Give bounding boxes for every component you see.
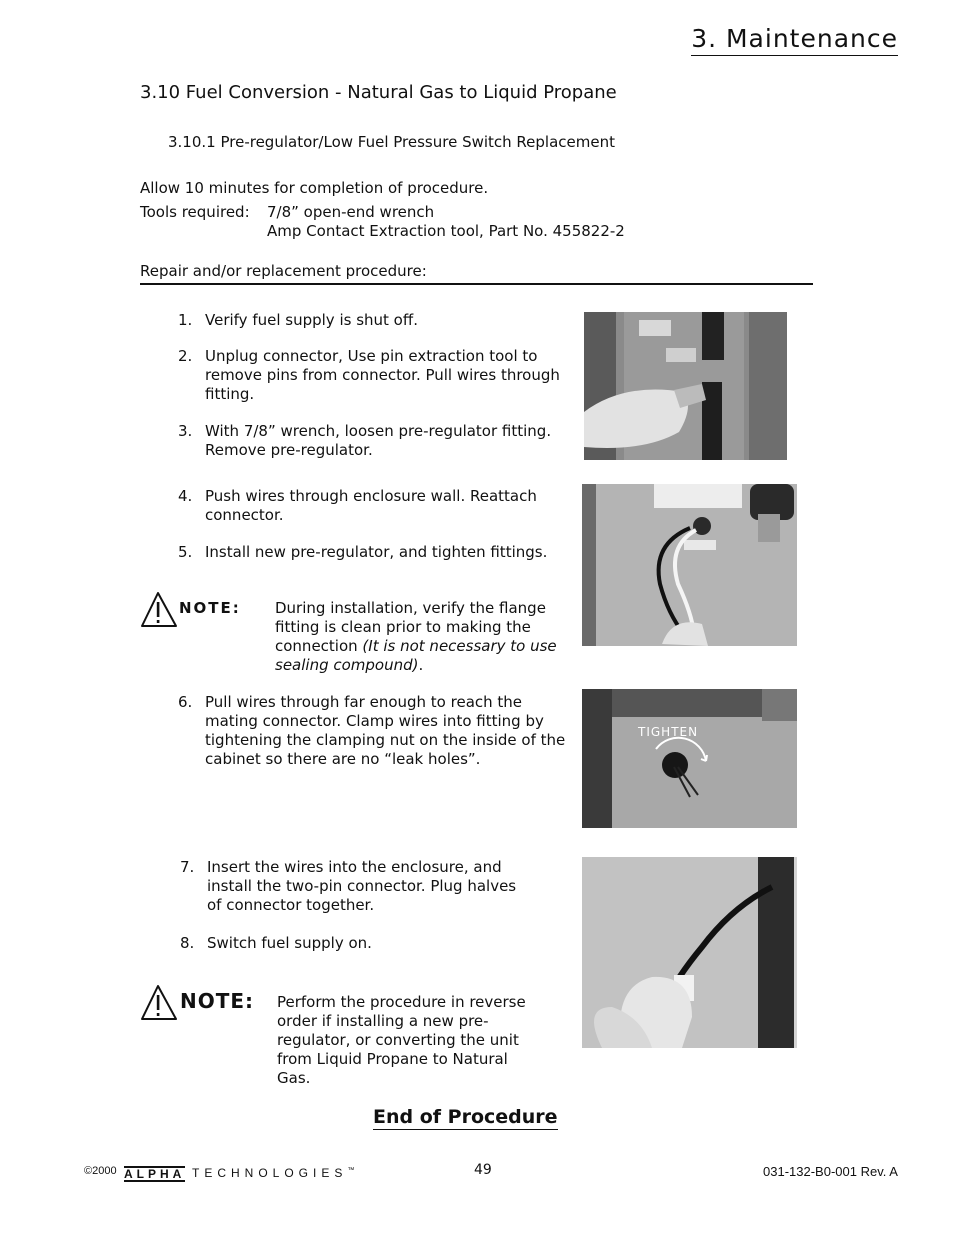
copyright: ©2000 — [84, 1165, 117, 1177]
section-title: 3.10 Fuel Conversion - Natural Gas to Liquid Propane — [140, 82, 617, 103]
warning-icon — [140, 984, 180, 1022]
photo-pre-regulator-removal — [584, 312, 787, 460]
tool-wrench: 7/8” open-end wrench — [267, 203, 435, 221]
note-label: NOTE: — [180, 989, 255, 1013]
step-1: 1. Verify fuel supply is shut off. — [178, 311, 418, 329]
tool-extraction: Amp Contact Extraction tool, Part No. 455822-2 — [267, 222, 625, 240]
step-2: 2. Unplug connector, Use pin extraction tool to remove pins from connector. Pull wires through fitting. — [178, 347, 560, 403]
tools-label: Tools required: — [140, 203, 250, 221]
photo-tighten-clamp — [582, 689, 797, 828]
note-text: Perform the procedure in reverse order if installing a new pre-regulator, or converting the unit from Liquid Propane to Natural Gas. — [277, 993, 526, 1087]
brand-logo: ALPHA — [124, 1167, 186, 1181]
tighten-label: TIGHTEN — [638, 725, 699, 739]
photo-wires-through-wall — [582, 484, 797, 646]
end-of-procedure: End of Procedure — [373, 1106, 558, 1128]
step-6: 6. Pull wires through far enough to reach the mating connector. Clamp wires into fitting by tightening the clamping nut on the inside of the cabinet so there are no “leak holes”. — [178, 693, 566, 768]
section-divider — [140, 283, 813, 285]
note-label: NOTE: — [179, 599, 241, 617]
document-number: 031-132-B0-001 Rev. A — [763, 1164, 898, 1179]
note-text: During installation, verify the flange fitting is clean prior to making the connection (It is not necessary to use sealing compound). — [275, 599, 557, 674]
step-5: 5. Install new pre-regulator, and tighten fittings. — [178, 543, 548, 561]
procedure-label: Repair and/or replacement procedure: — [140, 262, 427, 280]
time-required: Allow 10 minutes for completion of procedure. — [140, 179, 489, 197]
step-4: 4. Push wires through enclosure wall. Reattach connector. — [178, 487, 537, 524]
chapter-title: 3. Maintenance — [691, 24, 898, 56]
step-3: 3. With 7/8” wrench, loosen pre-regulator fitting. Remove pre-regulator. — [178, 422, 552, 459]
step-8: 8. Switch fuel supply on. — [180, 934, 372, 952]
step-7: 7. Insert the wires into the enclosure, and install the two-pin connector. Plug halves of connector together. — [180, 858, 517, 914]
brand-logo-text: TECHNOLOGIES™ — [192, 1166, 355, 1180]
page-number: 49 — [474, 1162, 492, 1178]
warning-icon — [140, 591, 180, 629]
photo-connector-assembly — [582, 857, 797, 1048]
subsection-title: 3.10.1 Pre-regulator/Low Fuel Pressure Switch Replacement — [168, 133, 615, 151]
